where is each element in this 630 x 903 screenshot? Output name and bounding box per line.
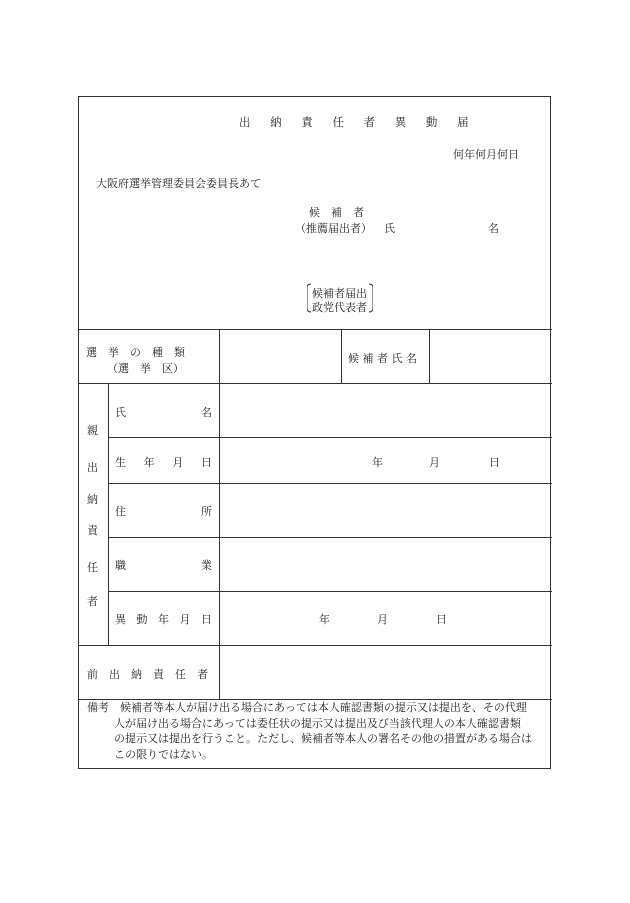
candidate-label: 候 補 者 (309, 206, 364, 219)
row-label-change-date-char-3: 年 (158, 613, 169, 626)
election-type-label: 選 挙 の 種 類 (86, 346, 185, 359)
remarks-line-3: の提示又は提出を行うこと。ただし、候補者等本人の署名その他の措置がある場合は (114, 732, 532, 745)
form-frame (78, 96, 551, 769)
row-label-birthdate-char-4: 日 (200, 456, 212, 469)
treasurer-vertical-char-3: 納 (87, 493, 98, 506)
election-district-label: （選 挙 区） (107, 362, 184, 375)
row-label-birthdate (115, 454, 212, 470)
row-label-occupation-char-2: 業 (201, 559, 212, 572)
remarks-line-4: この限りではない。 (114, 747, 213, 761)
row-label-change-date (115, 611, 212, 627)
divider-election (79, 383, 552, 384)
vline-candidate-name-left (341, 329, 342, 383)
treasurer-vertical-char-1: 親 (87, 424, 98, 437)
vline-treasurer-side (108, 383, 109, 645)
vline-treasurer-label (219, 383, 220, 645)
party-label-line2: 政党代表者 (312, 301, 367, 314)
recommender-label: （推薦届出者） (295, 222, 372, 235)
birthdate-year: 年 (372, 456, 383, 469)
row-label-change-date-char-1: 異 (115, 613, 126, 626)
row-label-name-char-1: 氏 (115, 406, 126, 419)
row-label-name (115, 404, 212, 420)
name-label-right: 名 (488, 222, 499, 235)
change-date-month: 月 (377, 613, 388, 626)
row-label-birthdate-char-1: 生 (115, 456, 126, 469)
row-label-address (115, 503, 212, 519)
row-label-address-char-2: 所 (201, 505, 212, 518)
treasurer-vertical-char-2: 出 (87, 461, 98, 474)
remarks-line-1-text: 候補者等本人が届け出る場合にあっては本人確認書類の提示又は提出を、その代理 (120, 701, 527, 714)
birthdate-month: 月 (429, 456, 440, 469)
vline-candidate-name-right (429, 329, 430, 383)
addressee: 大阪府選挙管理委員会委員長あて (96, 177, 261, 190)
row-label-change-date-char-5: 日 (201, 613, 212, 626)
treasurer-vertical-char-6: 者 (87, 595, 98, 608)
row-label-change-date-char-4: 月 (179, 613, 191, 626)
name-label-left: 氏 (384, 222, 395, 235)
remarks-line-1 (87, 700, 547, 716)
row-label-name-char-2: 名 (201, 406, 212, 419)
row-label-address-char-1: 住 (115, 505, 126, 518)
row-label-birthdate-char-2: 年 (143, 456, 155, 469)
vline-election-label (219, 329, 220, 383)
divider-row1 (108, 437, 552, 438)
treasurer-vertical-char-4: 責 (87, 524, 98, 537)
vline-previous-label (219, 645, 220, 699)
change-date-day: 日 (436, 613, 447, 626)
row-label-change-date-char-2: 動 (136, 613, 148, 626)
birthdate-day: 日 (489, 456, 500, 469)
remarks-note (87, 700, 547, 762)
divider-row3 (108, 537, 552, 538)
candidate-name-label: 候 補 者 氏 名 (348, 352, 417, 365)
change-date-year: 年 (319, 613, 330, 626)
divider-header (79, 329, 552, 330)
treasurer-vertical-char-5: 任 (87, 561, 98, 574)
party-label-line1: 候補者届出 (312, 287, 367, 300)
row-label-birthdate-char-3: 月 (172, 456, 184, 469)
divider-row2 (108, 483, 552, 484)
remarks-line-2: 人が届け出る場合にあっては委任状の提示又は提出及び当該代理人の本人確認書類 (114, 716, 521, 730)
date-field: 何年何月何日 (453, 148, 519, 161)
row-label-occupation-char-1: 職 (115, 559, 126, 572)
previous-treasurer-label: 前 出 納 責 任 者 (87, 668, 208, 681)
divider-row4 (108, 591, 552, 592)
form-title: 出 納 責 任 者 異 動 届 (239, 115, 477, 129)
row-label-occupation (115, 557, 212, 573)
divider-treasurer-end (79, 645, 552, 646)
remarks-prefix: 備考 (87, 701, 109, 714)
